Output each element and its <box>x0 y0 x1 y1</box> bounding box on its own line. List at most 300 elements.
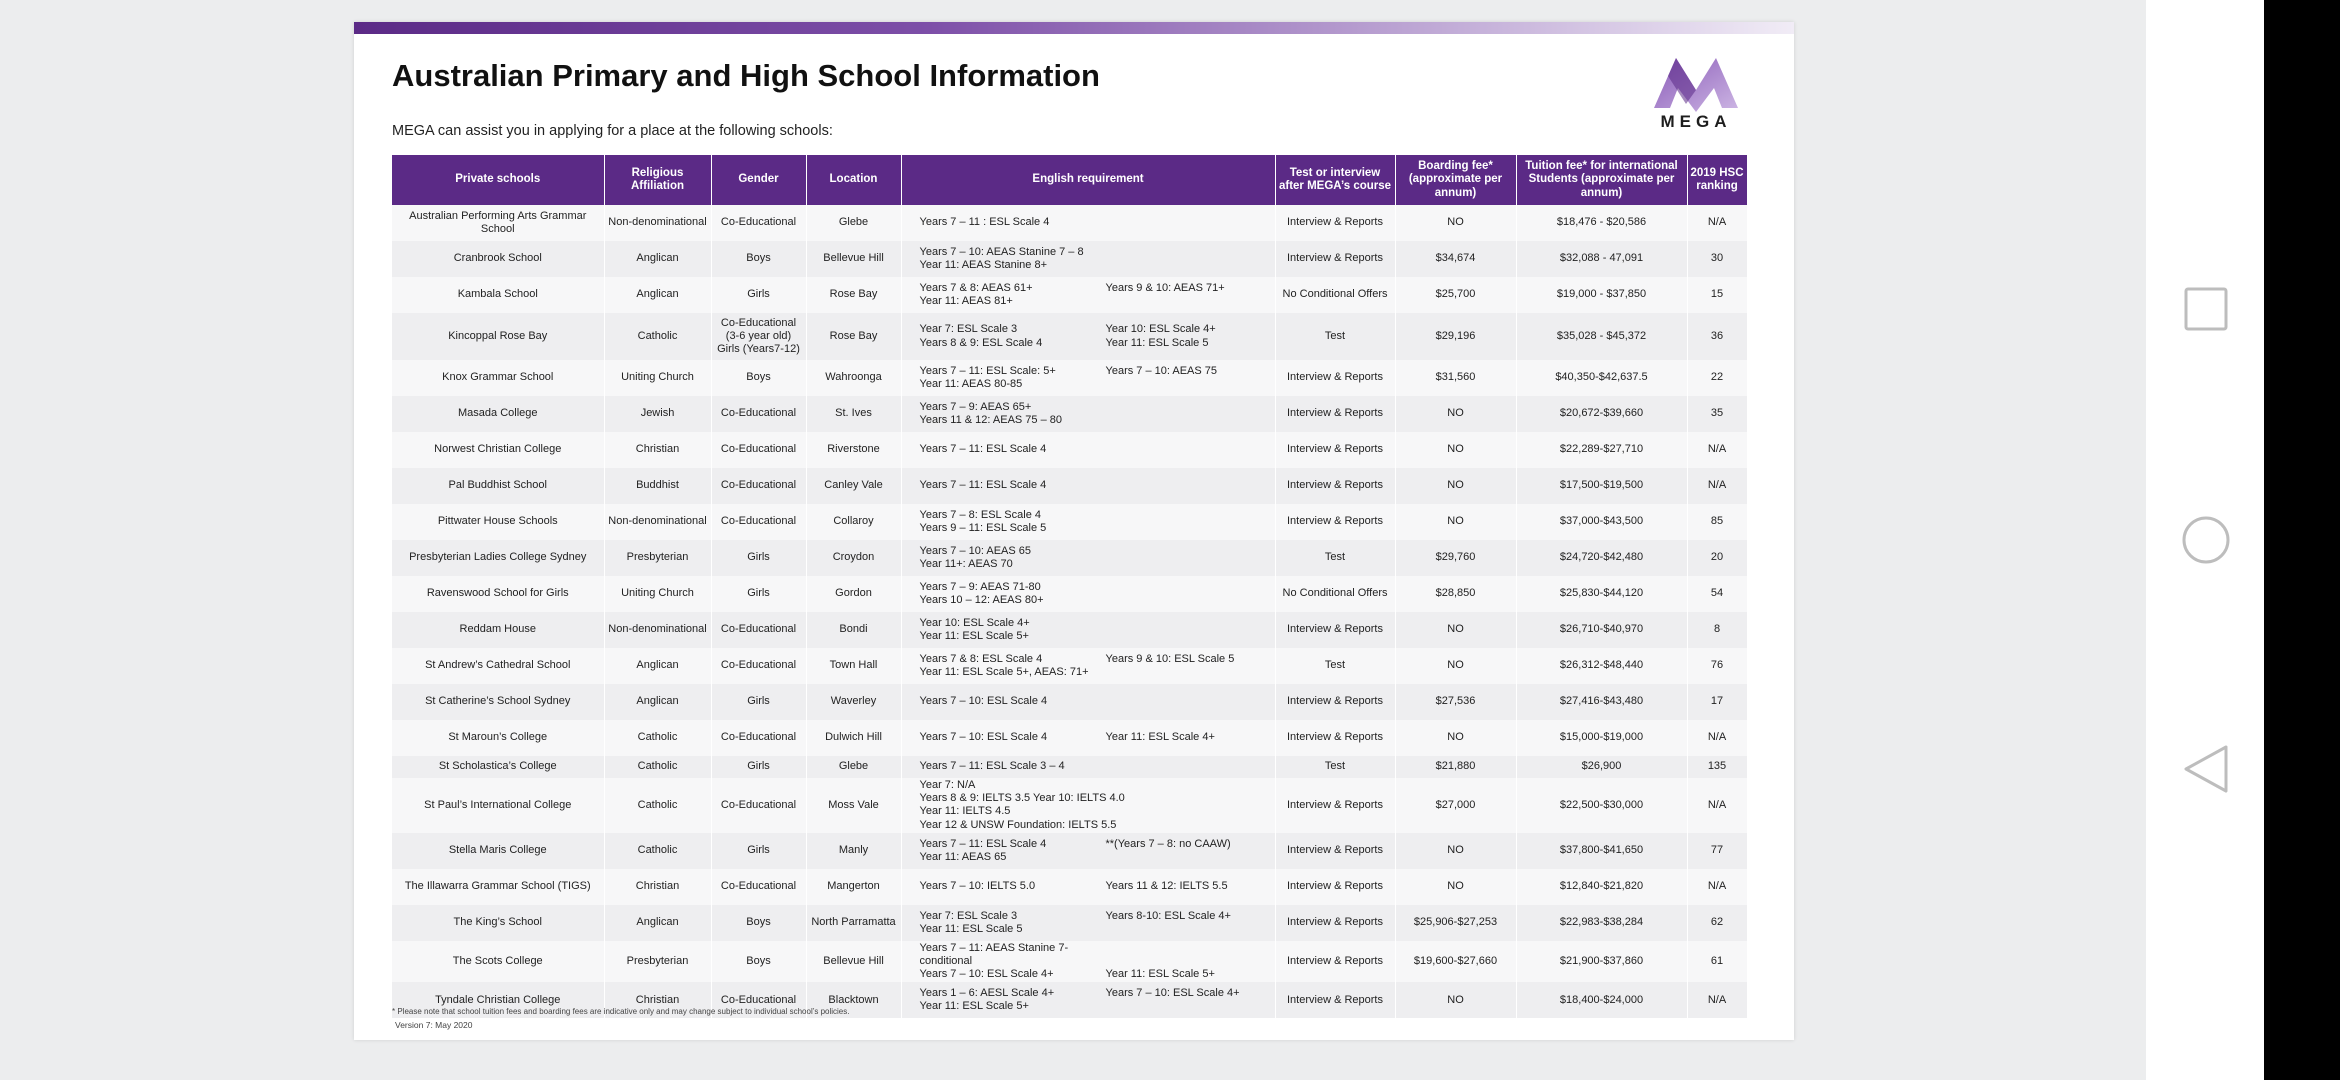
religious-affiliation-cell: Catholic <box>604 778 711 833</box>
english-requirement-cell <box>901 778 1275 833</box>
english-requirement-text: Years 7 – 10: ESL Scale 4 <box>919 731 1048 744</box>
english-requirement-text: Year 7: ESL Scale 3 <box>919 323 1018 336</box>
english-requirement-text: Year 11: AEAS 80-85 <box>919 378 1023 390</box>
boarding-fee-cell: $34,674 <box>1395 241 1516 277</box>
english-requirement-cell <box>901 241 1275 277</box>
header-gradient-bar <box>354 22 1794 34</box>
hsc-ranking-cell: N/A <box>1687 869 1747 905</box>
boarding-fee-cell: NO <box>1395 205 1516 241</box>
location-cell: Mangerton <box>806 869 901 905</box>
circle-home-icon[interactable] <box>2182 516 2230 564</box>
location-cell: Manly <box>806 833 901 869</box>
tuition-fee-cell: $20,672-$39,660 <box>1516 396 1687 432</box>
location-cell: Rose Bay <box>806 277 901 313</box>
school-name-cell: Kincoppal Rose Bay <box>392 313 604 360</box>
test-or-interview-cell: Interview & Reports <box>1275 612 1395 648</box>
religious-affiliation-cell: Anglican <box>604 241 711 277</box>
gender-cell: Girls <box>711 833 806 869</box>
boarding-fee-cell: NO <box>1395 833 1516 869</box>
table-row <box>392 612 1747 648</box>
hsc-ranking-cell: 22 <box>1687 360 1747 396</box>
tuition-fee-cell: $18,400-$24,000 <box>1516 982 1687 1018</box>
location-cell: Canley Vale <box>806 468 901 504</box>
english-requirement-text: **(Years 7 – 8: no CAAW) <box>1105 837 1231 850</box>
gender-cell: Co-Educational <box>711 468 806 504</box>
religious-affiliation-cell: Non-denominational <box>604 504 711 540</box>
gender-cell: Co-Educational <box>711 869 806 905</box>
tuition-fee-cell: $37,000-$43,500 <box>1516 504 1687 540</box>
english-requirement-text: Years 11 & 12: AEAS 75 – 80 <box>919 414 1062 426</box>
english-requirement-cell <box>901 360 1275 396</box>
english-requirement-cell <box>901 277 1275 313</box>
table-row <box>392 576 1747 612</box>
english-requirement-text: Year 10: ESL Scale 4+ <box>1105 323 1216 336</box>
page-subtitle: MEGA can assist you in applying for a place at the following schools: <box>392 123 833 139</box>
test-or-interview-cell: Interview & Reports <box>1275 504 1395 540</box>
english-requirement-line <box>920 509 1272 522</box>
english-requirement-line <box>920 838 1272 851</box>
religious-affiliation-cell: Non-denominational <box>604 205 711 241</box>
religious-affiliation-cell: Anglican <box>604 684 711 720</box>
english-requirement-line <box>920 942 1272 968</box>
table-row <box>392 360 1747 396</box>
test-or-interview-cell: Test <box>1275 756 1395 778</box>
hsc-ranking-cell: 35 <box>1687 396 1747 432</box>
gender-cell: Co-Educational <box>711 778 806 833</box>
tuition-fee-cell: $37,800-$41,650 <box>1516 833 1687 869</box>
english-requirement-cell <box>901 833 1275 869</box>
school-name-cell: Reddam House <box>392 612 604 648</box>
religious-affiliation-cell: Catholic <box>604 833 711 869</box>
english-requirement-line <box>920 666 1272 679</box>
gender-cell: Co-Educational <box>711 982 806 1018</box>
table-header-row <box>392 155 1747 205</box>
english-requirement-line <box>920 731 1272 744</box>
test-or-interview-cell: Interview & Reports <box>1275 241 1395 277</box>
boarding-fee-cell: $28,850 <box>1395 576 1516 612</box>
english-requirement-text: Years 8-10: ESL Scale 4+ <box>1105 909 1231 922</box>
gender-cell: Girls <box>711 576 806 612</box>
square-recents-icon[interactable] <box>2182 285 2230 333</box>
english-requirement-line <box>920 295 1272 308</box>
page-title: Australian Primary and High School Information <box>392 58 1100 93</box>
religious-affiliation-cell: Non-denominational <box>604 612 711 648</box>
hsc-ranking-cell: 61 <box>1687 941 1747 983</box>
column-header: Private schools <box>392 155 604 205</box>
column-header: Tuition fee* for international Students (approximate per annum) <box>1516 155 1687 205</box>
english-requirement-cell <box>901 941 1275 983</box>
english-requirement-line <box>920 851 1272 864</box>
table-row <box>392 720 1747 756</box>
religious-affiliation-cell: Catholic <box>604 313 711 360</box>
religious-affiliation-cell: Presbyterian <box>604 540 711 576</box>
english-requirement-text: Years 7 – 10: AEAS Stanine 7 – 8 <box>919 245 1084 258</box>
religious-affiliation-cell: Anglican <box>604 905 711 941</box>
english-requirement-text: Years 7 – 10: ESL Scale 4 <box>919 695 1048 708</box>
english-requirement-text: Year 11+: AEAS 70 <box>919 558 1013 570</box>
table-row <box>392 313 1747 360</box>
english-requirement-line <box>920 805 1272 831</box>
school-name-cell: Cranbrook School <box>392 241 604 277</box>
tuition-fee-cell: $26,312-$48,440 <box>1516 648 1687 684</box>
english-requirement-line <box>920 779 1272 805</box>
tuition-fee-cell: $22,983-$38,284 <box>1516 905 1687 941</box>
table-row <box>392 205 1747 241</box>
english-requirement-line <box>920 443 1272 456</box>
boarding-fee-cell: NO <box>1395 720 1516 756</box>
english-requirement-text: Years 7 – 9: AEAS 65+ <box>919 400 1032 413</box>
table-row <box>392 468 1747 504</box>
english-requirement-line <box>920 594 1272 607</box>
english-requirement-cell <box>901 576 1275 612</box>
english-requirement-line <box>920 695 1272 708</box>
english-requirement-text: Year 7: N/A <box>919 779 976 791</box>
religious-affiliation-cell: Christian <box>604 982 711 1018</box>
hsc-ranking-cell: 20 <box>1687 540 1747 576</box>
gender-cell: Co-Educational (3-6 year old) Girls (Years7-12) <box>711 313 806 360</box>
test-or-interview-cell: Interview & Reports <box>1275 869 1395 905</box>
gender-cell: Co-Educational <box>711 648 806 684</box>
religious-affiliation-cell: Buddhist <box>604 468 711 504</box>
english-requirement-line <box>920 653 1272 666</box>
gender-cell: Girls <box>711 277 806 313</box>
english-requirement-text: Years 7 & 8: ESL Scale 4 <box>919 652 1043 665</box>
english-requirement-text: Years 7 – 11: ESL Scale 3 – 4 <box>919 760 1065 773</box>
english-requirement-text: Year 11: AEAS Stanine 8+ <box>919 259 1048 271</box>
english-requirement-cell <box>901 756 1275 778</box>
school-name-cell: Knox Grammar School <box>392 360 604 396</box>
english-requirement-text: Years 9 & 10: AEAS 71+ <box>1105 281 1225 294</box>
school-name-cell: Masada College <box>392 396 604 432</box>
hsc-ranking-cell: 54 <box>1687 576 1747 612</box>
test-or-interview-cell: Interview & Reports <box>1275 982 1395 1018</box>
english-requirement-text: Year 11: ESL Scale 5+, AEAS: 71+ <box>919 666 1089 678</box>
english-requirement-line <box>920 630 1272 643</box>
mega-logo <box>1646 50 1746 134</box>
religious-affiliation-cell: Catholic <box>604 720 711 756</box>
tuition-fee-cell: $26,900 <box>1516 756 1687 778</box>
boarding-fee-cell: NO <box>1395 648 1516 684</box>
hsc-ranking-cell: N/A <box>1687 205 1747 241</box>
table-row <box>392 432 1747 468</box>
tuition-fee-cell: $32,088 - 47,091 <box>1516 241 1687 277</box>
boarding-fee-cell: $31,560 <box>1395 360 1516 396</box>
boarding-fee-cell: $27,000 <box>1395 778 1516 833</box>
english-requirement-text: Years 11 & 12: IELTS 5.5 <box>1105 880 1228 893</box>
table-row <box>392 833 1747 869</box>
english-requirement-line <box>920 910 1272 923</box>
location-cell: St. Ives <box>806 396 901 432</box>
location-cell: Moss Vale <box>806 778 901 833</box>
gender-cell: Girls <box>711 540 806 576</box>
school-name-cell: St Scholastica’s College <box>392 756 604 778</box>
boarding-fee-cell: NO <box>1395 869 1516 905</box>
test-or-interview-cell: Interview & Reports <box>1275 360 1395 396</box>
english-requirement-text: Years 8 & 9: ESL Scale 4 <box>919 336 1043 349</box>
english-requirement-text: Year 11: ESL Scale 5 <box>919 922 1023 935</box>
english-requirement-cell <box>901 396 1275 432</box>
english-requirement-cell <box>901 612 1275 648</box>
boarding-fee-cell: $29,760 <box>1395 540 1516 576</box>
test-or-interview-cell: Interview & Reports <box>1275 468 1395 504</box>
table-row <box>392 684 1747 720</box>
religious-affiliation-cell: Uniting Church <box>604 576 711 612</box>
religious-affiliation-cell: Uniting Church <box>604 360 711 396</box>
english-requirement-cell <box>901 720 1275 756</box>
english-requirement-text: Years 7 & 8: AEAS 61+ <box>919 281 1033 294</box>
location-cell: Bellevue Hill <box>806 941 901 983</box>
gender-cell: Girls <box>711 684 806 720</box>
test-or-interview-cell: Test <box>1275 648 1395 684</box>
boarding-fee-cell: $25,700 <box>1395 277 1516 313</box>
location-cell: Bondi <box>806 612 901 648</box>
hsc-ranking-cell: 8 <box>1687 612 1747 648</box>
tuition-fee-cell: $27,416-$43,480 <box>1516 684 1687 720</box>
english-requirement-cell <box>901 869 1275 905</box>
english-requirement-line <box>920 617 1272 630</box>
english-requirement-cell <box>901 982 1275 1018</box>
english-requirement-text: Years 7 – 11: AEAS Stanine 7-conditional <box>919 941 1069 967</box>
gender-cell: Co-Educational <box>711 612 806 648</box>
tuition-fee-cell: $19,000 - $37,850 <box>1516 277 1687 313</box>
test-or-interview-cell: Interview & Reports <box>1275 684 1395 720</box>
english-requirement-text: Year 11: ESL Scale 5+ <box>919 630 1029 642</box>
english-requirement-text: Years 7 – 11: ESL Scale: 5+ <box>919 364 1056 377</box>
school-name-cell: Ravenswood School for Girls <box>392 576 604 612</box>
tuition-fee-cell: $18,476 - $20,586 <box>1516 205 1687 241</box>
hsc-ranking-cell: N/A <box>1687 778 1747 833</box>
test-or-interview-cell: Interview & Reports <box>1275 396 1395 432</box>
location-cell: Glebe <box>806 205 901 241</box>
tuition-fee-cell: $25,830-$44,120 <box>1516 576 1687 612</box>
hsc-ranking-cell: 135 <box>1687 756 1747 778</box>
school-name-cell: Pal Buddhist School <box>392 468 604 504</box>
school-name-cell: Pittwater House Schools <box>392 504 604 540</box>
location-cell: Waverley <box>806 684 901 720</box>
tuition-fee-cell: $35,028 - $45,372 <box>1516 313 1687 360</box>
hsc-ranking-cell: N/A <box>1687 468 1747 504</box>
school-name-cell: St Andrew’s Cathedral School <box>392 648 604 684</box>
english-requirement-cell <box>901 504 1275 540</box>
english-requirement-text: Years 1 – 6: AESL Scale 4+ <box>919 987 1055 1000</box>
table-row <box>392 941 1747 983</box>
tuition-fee-cell: $17,500-$19,500 <box>1516 468 1687 504</box>
test-or-interview-cell: Interview & Reports <box>1275 205 1395 241</box>
english-requirement-text: Years 7 – 10: AEAS 75 <box>1105 364 1218 377</box>
schools-table <box>392 155 1748 1018</box>
logo-text: MEGA <box>1660 112 1732 131</box>
test-or-interview-cell: No Conditional Offers <box>1275 576 1395 612</box>
mega-logo-icon <box>1646 50 1746 112</box>
table-body <box>392 205 1747 1018</box>
english-requirement-cell <box>901 540 1275 576</box>
gender-cell: Boys <box>711 941 806 983</box>
english-requirement-text: Years 7 – 9: AEAS 71-80 <box>919 580 1041 593</box>
boarding-fee-cell: $21,880 <box>1395 756 1516 778</box>
boarding-fee-cell: $25,906-$27,253 <box>1395 905 1516 941</box>
location-cell: Glebe <box>806 756 901 778</box>
table-row <box>392 504 1747 540</box>
boarding-fee-cell: NO <box>1395 396 1516 432</box>
english-requirement-text: Year 11: AEAS 81+ <box>919 295 1013 307</box>
gender-cell: Boys <box>711 905 806 941</box>
table-row <box>392 756 1747 778</box>
english-requirement-cell <box>901 905 1275 941</box>
english-requirement-line <box>920 522 1272 535</box>
english-requirement-cell <box>901 468 1275 504</box>
footnote: * Please note that school tuition fees and boarding fees are indicative only and may change subject to individual school’s policies. <box>392 1007 850 1016</box>
english-requirement-text: Year 12 & UNSW Foundation: IELTS 5.5 <box>919 818 1117 831</box>
location-cell: Collaroy <box>806 504 901 540</box>
test-or-interview-cell: Interview & Reports <box>1275 833 1395 869</box>
english-requirement-line <box>920 246 1272 259</box>
school-name-cell: St Catherine’s School Sydney <box>392 684 604 720</box>
test-or-interview-cell: Interview & Reports <box>1275 778 1395 833</box>
school-name-cell: Norwest Christian College <box>392 432 604 468</box>
english-requirement-text: Years 8 & 9: IELTS 3.5 Year 10: IELTS 4.0 <box>919 792 1125 805</box>
location-cell: Wahroonga <box>806 360 901 396</box>
gender-cell: Girls <box>711 756 806 778</box>
tuition-fee-cell: $15,000-$19,000 <box>1516 720 1687 756</box>
gender-cell: Boys <box>711 241 806 277</box>
school-name-cell: The King’s School <box>392 905 604 941</box>
english-requirement-text: Years 9 – 11: ESL Scale 5 <box>919 522 1047 534</box>
boarding-fee-cell: $19,600-$27,660 <box>1395 941 1516 983</box>
english-requirement-text: Year 11: IELTS 4.5 <box>919 805 1011 818</box>
religious-affiliation-cell: Jewish <box>604 396 711 432</box>
table-row <box>392 241 1747 277</box>
gender-cell: Boys <box>711 360 806 396</box>
english-requirement-line <box>920 987 1272 1000</box>
school-name-cell: Australian Performing Arts Grammar School <box>392 205 604 241</box>
religious-affiliation-cell: Catholic <box>604 756 711 778</box>
school-name-cell: Presbyterian Ladies College Sydney <box>392 540 604 576</box>
english-requirement-line <box>920 968 1272 981</box>
column-header: Location <box>806 155 901 205</box>
english-requirement-cell <box>901 432 1275 468</box>
test-or-interview-cell: Interview & Reports <box>1275 905 1395 941</box>
english-requirement-line <box>920 1000 1272 1013</box>
boarding-fee-cell: $27,536 <box>1395 684 1516 720</box>
hsc-ranking-cell: 15 <box>1687 277 1747 313</box>
screen-edge-strip <box>2264 0 2340 1080</box>
column-header: Gender <box>711 155 806 205</box>
tuition-fee-cell: $26,710-$40,970 <box>1516 612 1687 648</box>
english-requirement-text: Year 10: ESL Scale 4+ <box>919 616 1030 629</box>
english-requirement-cell <box>901 205 1275 241</box>
english-requirement-text: Years 7 – 11: ESL Scale 4 <box>919 479 1047 492</box>
test-or-interview-cell: Interview & Reports <box>1275 432 1395 468</box>
english-requirement-line <box>920 282 1272 295</box>
column-header: Religious Affiliation <box>604 155 711 205</box>
boarding-fee-cell: NO <box>1395 432 1516 468</box>
hsc-ranking-cell: 17 <box>1687 684 1747 720</box>
school-name-cell: St Paul’s International College <box>392 778 604 833</box>
table-row <box>392 277 1747 313</box>
english-requirement-cell <box>901 313 1275 360</box>
school-name-cell: Stella Maris College <box>392 833 604 869</box>
english-requirement-line <box>920 545 1272 558</box>
hsc-ranking-cell: 36 <box>1687 313 1747 360</box>
english-requirement-line <box>920 479 1272 492</box>
school-name-cell: The Illawarra Grammar School (TIGS) <box>392 869 604 905</box>
test-or-interview-cell: Test <box>1275 540 1395 576</box>
location-cell: Dulwich Hill <box>806 720 901 756</box>
gender-cell: Co-Educational <box>711 720 806 756</box>
tuition-fee-cell: $22,500-$30,000 <box>1516 778 1687 833</box>
english-requirement-text: Years 7 – 8: ESL Scale 4 <box>919 508 1041 521</box>
english-requirement-line <box>920 581 1272 594</box>
english-requirement-line <box>920 558 1272 571</box>
english-requirement-text: Years 7 – 10: ESL Scale 4+ <box>919 968 1054 981</box>
gender-cell: Co-Educational <box>711 432 806 468</box>
hsc-ranking-cell: 62 <box>1687 905 1747 941</box>
test-or-interview-cell: Interview & Reports <box>1275 720 1395 756</box>
table-row <box>392 396 1747 432</box>
school-name-cell: The Scots College <box>392 941 604 983</box>
english-requirement-line <box>920 760 1272 773</box>
location-cell: Town Hall <box>806 648 901 684</box>
gender-cell: Co-Educational <box>711 396 806 432</box>
religious-affiliation-cell: Presbyterian <box>604 941 711 983</box>
tuition-fee-cell: $12,840-$21,820 <box>1516 869 1687 905</box>
english-requirement-text: Years 7 – 10: IELTS 5.0 <box>919 880 1036 893</box>
column-header: 2019 HSC ranking <box>1687 155 1747 205</box>
location-cell: Croydon <box>806 540 901 576</box>
hsc-ranking-cell: 76 <box>1687 648 1747 684</box>
table-row <box>392 648 1747 684</box>
triangle-back-icon[interactable] <box>2182 745 2230 793</box>
english-requirement-text: Years 9 & 10: ESL Scale 5 <box>1105 652 1235 665</box>
column-header: English requirement <box>901 155 1275 205</box>
english-requirement-line <box>920 259 1272 272</box>
tuition-fee-cell: $24,720-$42,480 <box>1516 540 1687 576</box>
english-requirement-line <box>920 401 1272 414</box>
english-requirement-text: Year 11: ESL Scale 5+ <box>1105 968 1215 981</box>
gender-cell: Co-Educational <box>711 504 806 540</box>
english-requirement-cell <box>901 684 1275 720</box>
english-requirement-text: Years 7 – 11 : ESL Scale 4 <box>919 216 1050 229</box>
hsc-ranking-cell: 30 <box>1687 241 1747 277</box>
boarding-fee-cell: NO <box>1395 468 1516 504</box>
school-name-cell: Kambala School <box>392 277 604 313</box>
english-requirement-line <box>920 365 1272 378</box>
religious-affiliation-cell: Christian <box>604 432 711 468</box>
table-row <box>392 905 1747 941</box>
test-or-interview-cell: No Conditional Offers <box>1275 277 1395 313</box>
english-requirement-line <box>920 880 1272 893</box>
boarding-fee-cell: NO <box>1395 504 1516 540</box>
boarding-fee-cell: NO <box>1395 982 1516 1018</box>
location-cell: Riverstone <box>806 432 901 468</box>
english-requirement-text: Years 7 – 11: ESL Scale 4 <box>919 443 1047 456</box>
hsc-ranking-cell: 85 <box>1687 504 1747 540</box>
table-row <box>392 778 1747 833</box>
column-header: Boarding fee* (approximate per annum) <box>1395 155 1516 205</box>
table-row <box>392 869 1747 905</box>
english-requirement-text: Years 7 – 10: AEAS 65 <box>919 544 1032 557</box>
location-cell: Gordon <box>806 576 901 612</box>
boarding-fee-cell: $29,196 <box>1395 313 1516 360</box>
religious-affiliation-cell: Anglican <box>604 648 711 684</box>
english-requirement-line <box>920 323 1272 336</box>
hsc-ranking-cell: N/A <box>1687 982 1747 1018</box>
english-requirement-text: Year 11: ESL Scale 5 <box>1105 336 1209 349</box>
english-requirement-line <box>920 216 1272 229</box>
religious-affiliation-cell: Christian <box>604 869 711 905</box>
english-requirement-line <box>920 378 1272 391</box>
gender-cell: Co-Educational <box>711 205 806 241</box>
